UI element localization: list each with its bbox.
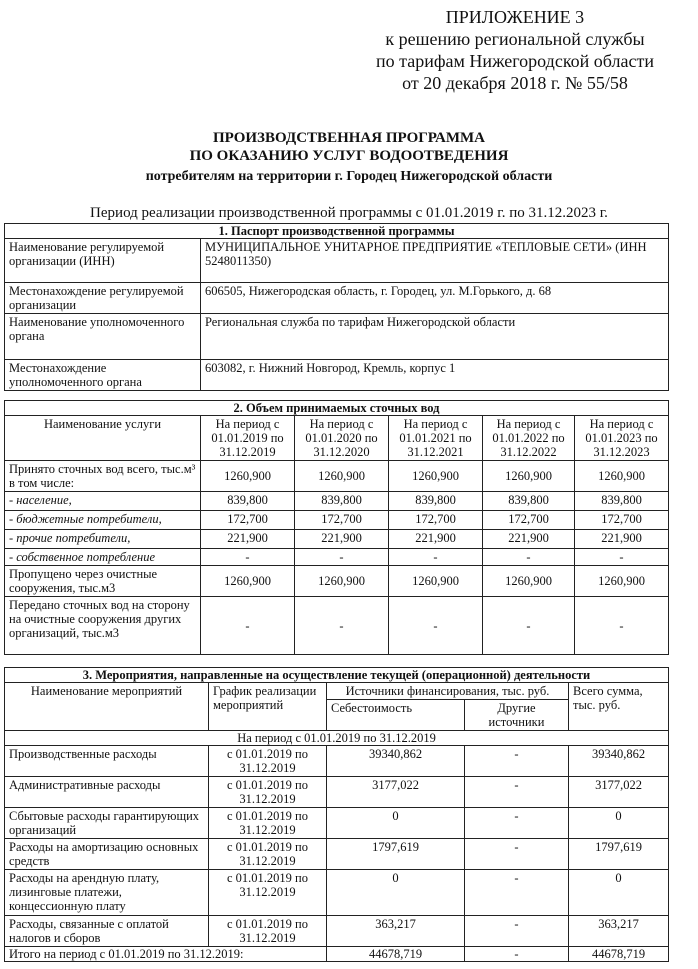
measure-total: 363,217	[569, 916, 669, 947]
measure-name: Расходы на амортизацию основных средств	[5, 839, 209, 870]
measure-name: Производственные расходы	[5, 746, 209, 777]
table-row	[5, 461, 669, 492]
row-value: -	[389, 549, 483, 566]
row-value: 1260,900	[389, 461, 483, 492]
table-row	[5, 549, 669, 566]
period-header: На период с 01.01.2020 по 31.12.2020	[295, 416, 389, 461]
measure-cost: 0	[327, 808, 465, 839]
row-value: -	[483, 597, 575, 655]
measure-name: Расходы на арендную плату, лизинговые платежи, концессионную плату	[5, 870, 209, 916]
appendix-block	[350, 6, 680, 94]
row-value: 839,800	[295, 492, 389, 511]
program-title: ПРОИЗВОДСТВЕННАЯ ПРОГРАММА	[212, 130, 485, 146]
row-value: -	[575, 549, 669, 566]
row-value: -	[295, 549, 389, 566]
measure-other: -	[465, 916, 569, 947]
col-schedule-header: График реализации мероприятий	[209, 683, 327, 731]
measure-cost: 39340,862	[327, 746, 465, 777]
passport-label: Местонахождение уполномоченного органа	[5, 360, 201, 391]
measures-table	[4, 667, 669, 962]
measure-total: 0	[569, 808, 669, 839]
measure-cost: 3177,022	[327, 777, 465, 808]
col-other-header: Другие источники	[465, 700, 569, 731]
row-value: 221,900	[575, 530, 669, 549]
col-cost-header: Себестоимость	[327, 700, 465, 731]
row-value: 172,700	[201, 511, 295, 530]
row-value: 1260,900	[295, 566, 389, 597]
measure-total: 39340,862	[569, 746, 669, 777]
row-value: 1260,900	[201, 461, 295, 492]
table-row	[5, 511, 669, 530]
measure-other: -	[465, 870, 569, 916]
measure-name: Административные расходы	[5, 777, 209, 808]
total-cost: 44678,719	[327, 947, 465, 962]
row-label: - прочие потребители,	[5, 530, 201, 549]
row-value: 839,800	[483, 492, 575, 511]
measure-schedule: с 01.01.2019 по 31.12.2019	[209, 777, 327, 808]
measure-total: 1797,619	[569, 839, 669, 870]
row-value: 839,800	[575, 492, 669, 511]
row-value: -	[575, 597, 669, 655]
row-value: 221,900	[201, 530, 295, 549]
appendix-number: ПРИЛОЖЕНИЕ 3	[445, 7, 585, 27]
row-value: 172,700	[483, 511, 575, 530]
row-value: -	[201, 597, 295, 655]
row-value: 172,700	[389, 511, 483, 530]
row-label: - население,	[5, 492, 201, 511]
row-value: -	[295, 597, 389, 655]
total-row	[5, 947, 669, 962]
col-name-header: Наименование мероприятий	[5, 683, 209, 731]
passport-value: 603082, г. Нижний Новгород, Кремль, корпус 1	[201, 360, 669, 391]
table-row	[5, 746, 669, 777]
row-value: -	[389, 597, 483, 655]
passport-table	[4, 223, 669, 391]
measure-schedule: с 01.01.2019 по 31.12.2019	[209, 839, 327, 870]
period-header: На период с 01.01.2021 по 31.12.2021	[389, 416, 483, 461]
row-value: 839,800	[389, 492, 483, 511]
row-value: 1260,900	[201, 566, 295, 597]
table-row	[5, 916, 669, 947]
measure-name: Расходы, связанные с оплатой налогов и сборов	[5, 916, 209, 947]
table-row	[5, 597, 669, 655]
row-value: 221,900	[389, 530, 483, 549]
row-value: 1260,900	[483, 461, 575, 492]
passport-value: МУНИЦИПАЛЬНОЕ УНИТАРНОЕ ПРЕДПРИЯТИЕ «ТЕПЛОВЫЕ СЕТИ» (ИНН 5248011350)	[201, 239, 669, 283]
measure-total: 3177,022	[569, 777, 669, 808]
measure-other: -	[465, 808, 569, 839]
measure-other: -	[465, 839, 569, 870]
col-total-header: Всего сумма, тыс. руб.	[569, 683, 669, 731]
period-header: На период с 01.01.2023 по 31.12.2023	[575, 416, 669, 461]
table-row	[5, 566, 669, 597]
total-other: -	[465, 947, 569, 962]
section-header: 1. Паспорт производственной программы	[5, 224, 669, 239]
row-label: - собственное потребление	[5, 549, 201, 566]
row-value: 172,700	[295, 511, 389, 530]
passport-value: Региональная служба по тарифам Нижегородской области	[201, 314, 669, 360]
measure-cost: 1797,619	[327, 839, 465, 870]
row-value: 221,900	[483, 530, 575, 549]
section-header: 3. Мероприятия, направленные на осуществление текущей (операционной) деятельности	[5, 668, 669, 683]
row-value: 221,900	[295, 530, 389, 549]
measure-schedule: с 01.01.2019 по 31.12.2019	[209, 808, 327, 839]
measure-schedule: с 01.01.2019 по 31.12.2019	[209, 870, 327, 916]
program-subtitle: ПО ОКАЗАНИЮ УСЛУГ ВОДООТВЕДЕНИЯ	[189, 148, 509, 164]
period-header: На период с 01.01.2019 по 31.12.2019	[201, 416, 295, 461]
row-label: - бюджетные потребители,	[5, 511, 201, 530]
measure-name: Сбытовые расходы гарантирующих организаций	[5, 808, 209, 839]
row-value: -	[483, 549, 575, 566]
passport-label: Наименование регулируемой организации (ИНН)	[5, 239, 201, 283]
table-row	[5, 808, 669, 839]
appendix-date: от 20 декабря 2018 г. № 55/58	[402, 73, 628, 93]
row-value: 1260,900	[483, 566, 575, 597]
col-service-header: Наименование услуги	[5, 416, 201, 461]
measure-schedule: с 01.01.2019 по 31.12.2019	[209, 916, 327, 947]
table-row	[5, 870, 669, 916]
volume-table	[4, 400, 669, 655]
row-label: Принято сточных вод всего, тыс.м³ в том числе:	[5, 461, 201, 492]
measure-other: -	[465, 777, 569, 808]
table-row	[5, 777, 669, 808]
measure-cost: 363,217	[327, 916, 465, 947]
measure-schedule: с 01.01.2019 по 31.12.2019	[209, 746, 327, 777]
passport-label: Наименование уполномоченного органа	[5, 314, 201, 360]
table-row	[5, 492, 669, 511]
appendix-line: к решению региональной службы	[385, 29, 645, 49]
program-territory: потребителям на территории г. Городец Нижегородской области	[145, 169, 553, 184]
measure-total: 0	[569, 870, 669, 916]
passport-label: Местонахождение регулируемой организации	[5, 283, 201, 314]
row-value: 1260,900	[575, 461, 669, 492]
measure-other: -	[465, 746, 569, 777]
program-period: Период реализации производственной программы с 01.01.2019 г. по 31.12.2023 г.	[90, 205, 608, 221]
subperiod-header: На период с 01.01.2019 по 31.12.2019	[5, 731, 669, 746]
row-value: -	[201, 549, 295, 566]
appendix-line: по тарифам Нижегородской области	[376, 51, 654, 71]
total-label: Итого на период с 01.01.2019 по 31.12.2019:	[5, 947, 327, 962]
table-row	[5, 839, 669, 870]
period-header: На период с 01.01.2022 по 31.12.2022	[483, 416, 575, 461]
row-label: Пропущено через очистные сооружения, тыс.м3	[5, 566, 201, 597]
row-value: 172,700	[575, 511, 669, 530]
passport-value: 606505, Нижегородская область, г. Городец, ул. М.Горького, д. 68	[201, 283, 669, 314]
row-label: Передано сточных вод на сторону на очистные сооружения других организаций, тыс.м3	[5, 597, 201, 655]
measure-cost: 0	[327, 870, 465, 916]
total-sum: 44678,719	[569, 947, 669, 962]
table-row	[5, 530, 669, 549]
row-value: 1260,900	[389, 566, 483, 597]
row-value: 1260,900	[575, 566, 669, 597]
row-value: 839,800	[201, 492, 295, 511]
row-value: 1260,900	[295, 461, 389, 492]
section-header: 2. Объем принимаемых сточных вод	[5, 401, 669, 416]
col-sources-header: Источники финансирования, тыс. руб.	[327, 683, 569, 700]
